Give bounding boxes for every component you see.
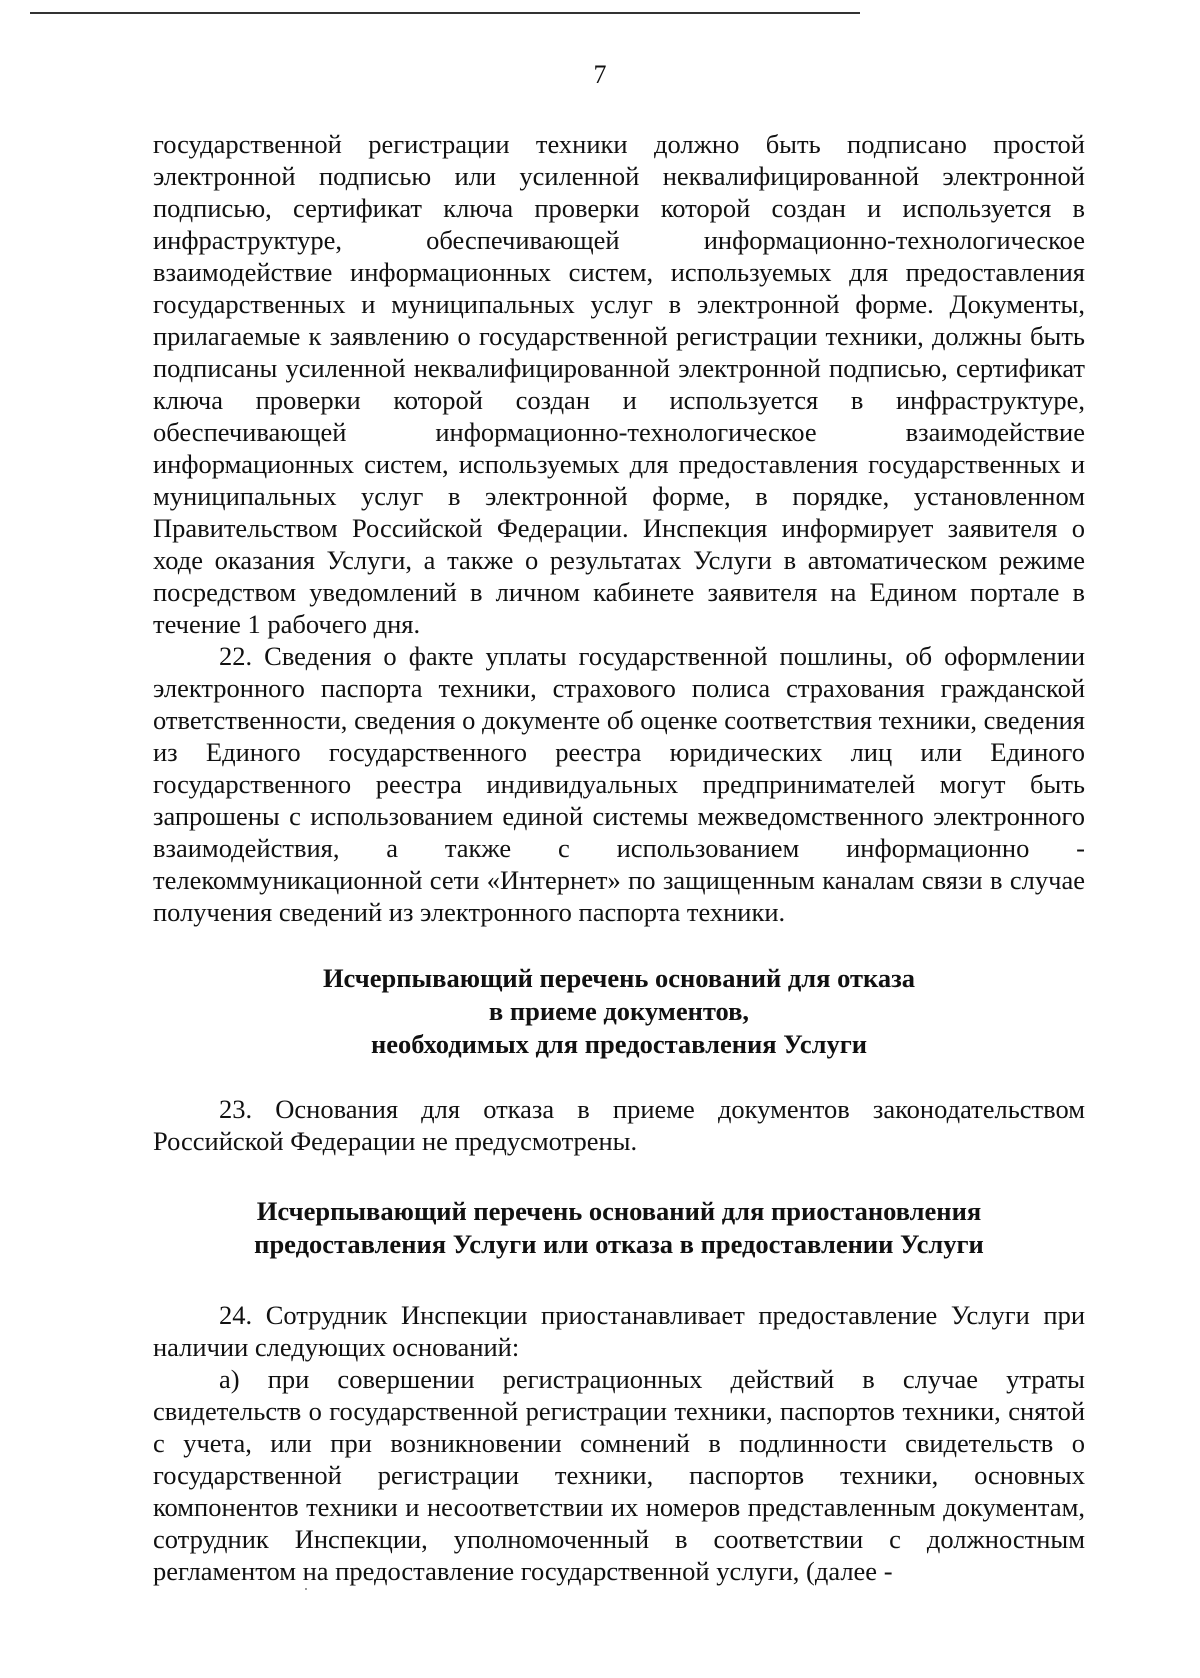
paragraph-24a: а) при совершении регистрационных действий в случае утраты свидетельств о государственной регистрации техники, паспортов техники, снятой с учета, или при возникновении сомнений в подлинности свидетельств о государственной регистрации техники, паспортов техники, основных компонентов техники и несоответствии их номеров представленным документам, сотрудник Инспекции, уполномоченный в соответствии с должностным регламентом на предоставление государственной услуги, (далее - (153, 1364, 1085, 1586)
section-heading-refusal-documents (153, 962, 1085, 1061)
paragraph-continuation: государственной регистрации техники должно быть подписано простой электронной подписью или усиленной неквалифицированной электронной подписью, сертификат ключа проверки которой создан и используется в инфраструктуре, обеспечивающей информационно-технологическое взаимодействие информационных систем, используемых для предоставления государственных и муниципальных услуг в электронной форме. Документы, прилагаемые к заявлению о государственной регистрации техники, должны быть подписаны усиленной неквалифицированной электронной подписью, сертификат ключа проверки которой создан и используется в инфраструктуре, обеспечивающей информационно-технологическое взаимодействие информационных систем, используемых для предоставления государственных и муниципальных услуг в электронной форме, в порядке, установленном Правительством Российской Федерации. Инспекция информирует заявителя о ходе оказания Услуги, а также о результатах Услуги в автоматическом режиме посредством уведомлений в личном кабинете заявителя на Едином портале в течение 1 рабочего дня. (153, 129, 1085, 639)
heading-line: Исчерпывающий перечень оснований для отказа (322, 963, 916, 993)
paragraph-24: 24. Сотрудник Инспекции приостанавливает предоставление Услуги при наличии следующих оснований: (153, 1300, 1085, 1362)
heading-line: необходимых для предоставления Услуги (370, 1029, 868, 1059)
heading-line: Исчерпывающий перечень оснований для приостановления (256, 1196, 982, 1226)
paragraph-23: 23. Основания для отказа в приеме документов законодательством Российской Федерации не предусмотрены. (153, 1094, 1085, 1156)
page-number: 7 (593, 60, 607, 89)
scan-artifact (305, 1588, 307, 1590)
paragraph-22: 22. Сведения о факте уплаты государственной пошлины, об оформлении электронного паспорта техники, страхового полиса страхования гражданской ответственности, сведения о документе об оценке соответствия техники, сведения из Единого государственного реестра юридических лиц или Единого государственного реестра индивидуальных предпринимателей могут быть запрошены с использованием единой системы межведомственного электронного взаимодействия, а также с использованием информационно - телекоммуникационной сети «Интернет» по защищенным каналам связи в случае получения сведений из электронного паспорта техники. (153, 641, 1085, 927)
section-heading-suspension-refusal (153, 1195, 1085, 1261)
top-rule (30, 12, 860, 14)
heading-line: предоставления Услуги или отказа в предоставлении Услуги (254, 1229, 984, 1259)
document-body (153, 128, 1085, 1587)
heading-line: в приеме документов, (488, 996, 750, 1026)
